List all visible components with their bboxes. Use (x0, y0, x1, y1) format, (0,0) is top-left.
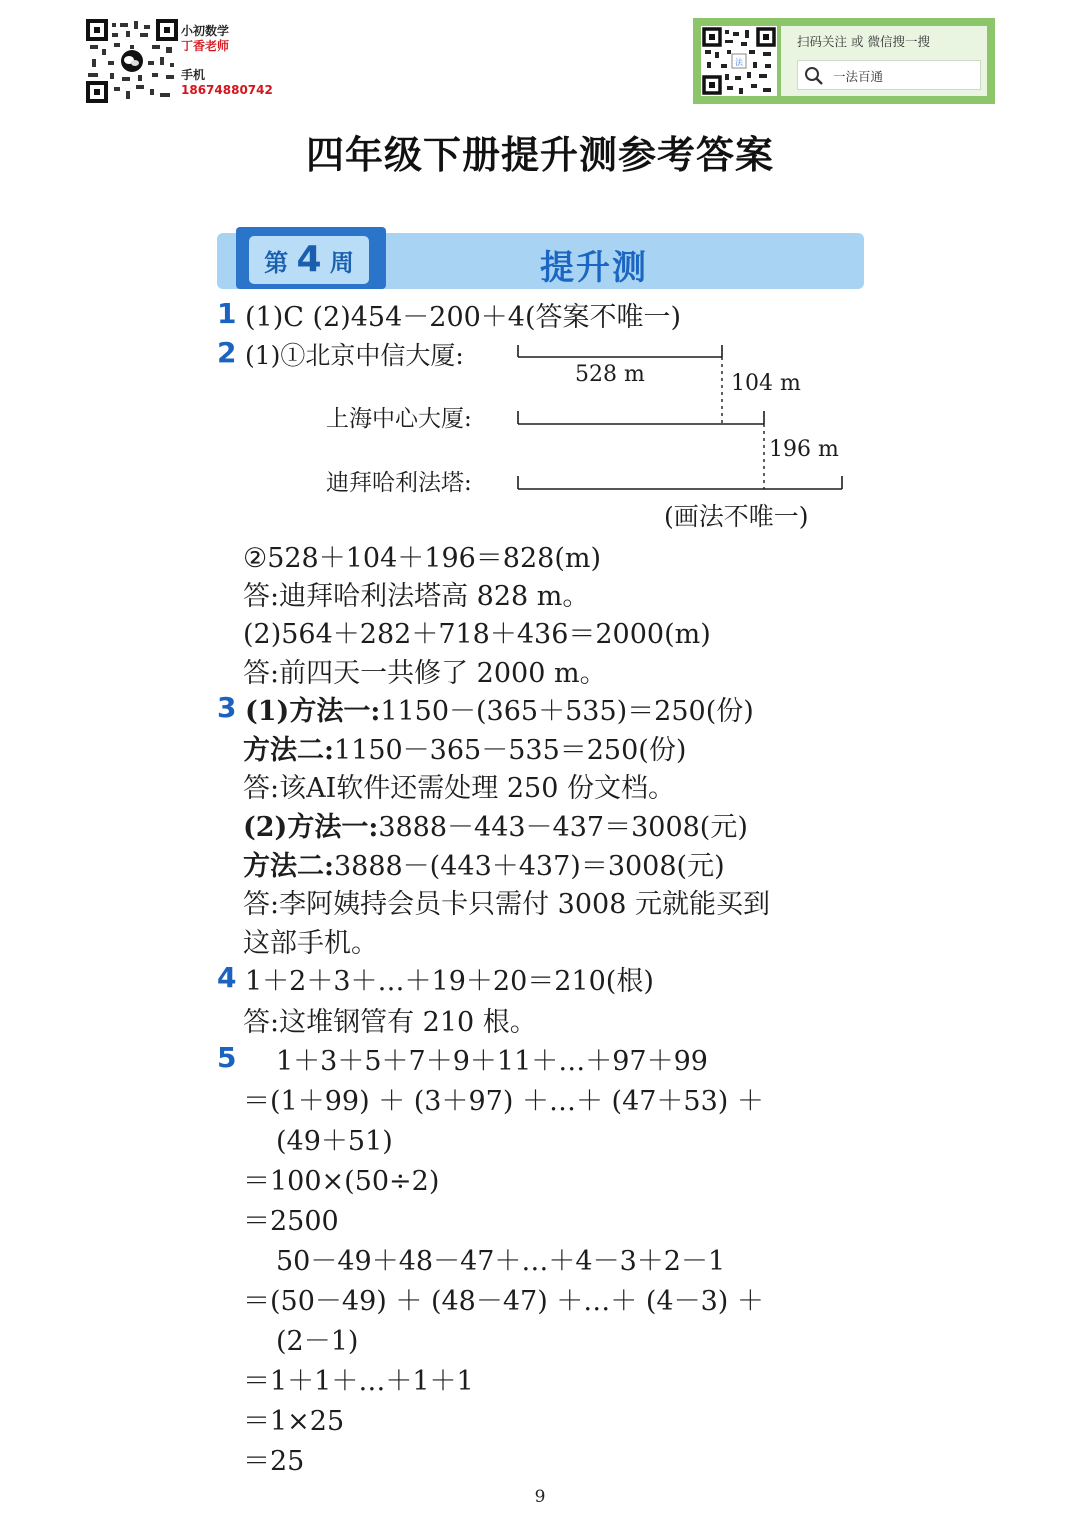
method-expression: 1150－(365＋535)＝250(份) (380, 696, 754, 727)
question-number: 2 (217, 336, 237, 369)
segment-label: 528 m (575, 362, 645, 387)
q5-line: ＝(1＋99) ＋ (3＋97) ＋…＋ (47＋53) ＋ (243, 1086, 764, 1117)
method-label: (2)方法一: (243, 812, 379, 843)
q3-method-1 (245, 689, 754, 728)
method-label: 方法二: (243, 851, 334, 882)
method-expression: 3888－(443＋437)＝3008(元) (333, 851, 725, 882)
q5-line: (49＋51) (276, 1126, 393, 1157)
q5-line: ＝100×(50÷2) (243, 1166, 440, 1197)
q2-line: ②528＋104＋196＝828(m) (243, 543, 602, 574)
q3-answer: 这部手机。 (243, 928, 378, 959)
q5-line: (2－1) (276, 1326, 359, 1357)
q2-line: (2)564＋282＋718＋436＝2000(m) (243, 619, 711, 650)
q3-answer: 答:李阿姨持会员卡只需付 3008 元就能买到 (243, 889, 770, 920)
method-expression: 3888－443－437＝3008(元) (378, 812, 748, 843)
q2-label-beijing: (1)①北京中信大厦: (245, 341, 464, 370)
q5-line: ＝1＋1＋…＋1＋1 (243, 1366, 474, 1397)
q1-answer: (1)C (2)454－200＋4(答案不唯一) (245, 302, 682, 333)
question-number: 1 (217, 297, 237, 330)
q3-method-2 (243, 728, 686, 767)
q4-answer: 答:这堆钢管有 210 根。 (243, 1007, 537, 1038)
q2-label-dubai: 迪拜哈利法塔: (326, 470, 472, 496)
q5-line: ＝25 (243, 1446, 305, 1477)
q5-line: 1＋3＋5＋7＋9＋11＋…＋97＋99 (276, 1046, 708, 1077)
page-title: 四年级下册提升测参考答案 (305, 132, 774, 177)
contact-line: 手机 (181, 68, 206, 82)
contact-line: 丁香老师 (181, 39, 230, 53)
svg-text:法: 法 (735, 58, 743, 67)
q3-method-4 (243, 844, 725, 883)
q2-label-shanghai: 上海中心大厦: (326, 406, 472, 432)
page-number: 9 (534, 1487, 546, 1507)
q2-note: (画法不唯一) (664, 502, 809, 531)
method-expression: 1150－365－535＝250(份) (333, 735, 687, 766)
week-prefix: 第 (264, 249, 289, 277)
q5-line: ＝1×25 (243, 1406, 345, 1437)
method-label: (1)方法一: (245, 696, 381, 727)
segment-label: 196 m (769, 437, 839, 462)
question-number: 4 (217, 961, 237, 994)
banner-title: 提升测 (540, 248, 648, 288)
week-number: 4 (296, 239, 322, 280)
q2-line: 答:迪拜哈利法塔高 828 m。 (243, 581, 590, 612)
question-number: 3 (217, 691, 237, 724)
q5-line: ＝2500 (243, 1206, 339, 1237)
q5-line: ＝(50－49) ＋ (48－47) ＋…＋ (4－3) ＋ (243, 1286, 764, 1317)
search-keyword: 一法百通 (833, 69, 884, 84)
segment-label: 104 m (731, 371, 801, 396)
q3-answer: 答:该AI软件还需处理 250 份文档。 (243, 773, 675, 804)
contact-phone: 18674880742 (181, 83, 273, 97)
week-suffix: 周 (329, 249, 354, 277)
promo-text: 扫码关注 或 微信搜一搜 (797, 34, 930, 49)
method-label: 方法二: (243, 735, 334, 766)
question-number: 5 (217, 1041, 237, 1074)
contact-line: 小初数学 (181, 24, 230, 38)
q3-method-3 (243, 805, 748, 844)
q5-line: 50－49＋48－47＋…＋4－3＋2－1 (276, 1246, 726, 1277)
q4-line: 1＋2＋3＋…＋19＋20＝210(根) (245, 966, 654, 997)
q2-line: 答:前四天一共修了 2000 m。 (243, 658, 607, 689)
